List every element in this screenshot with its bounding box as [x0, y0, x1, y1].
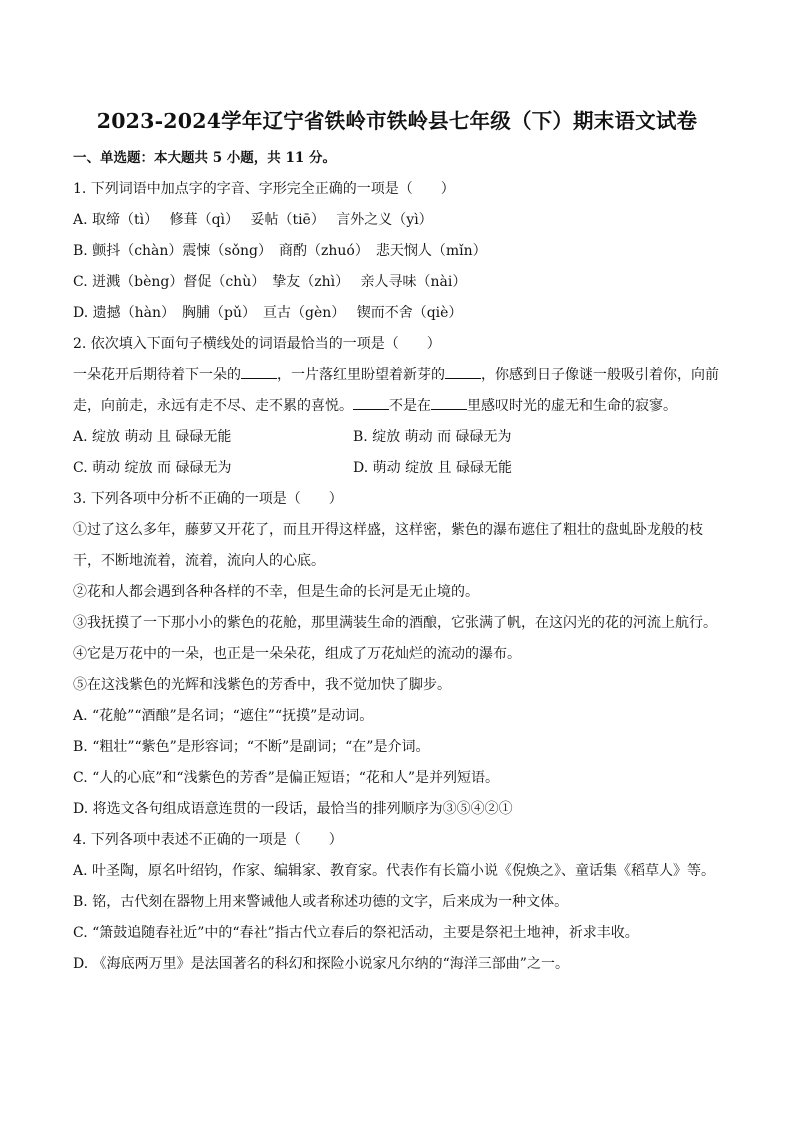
question-4-option-a: A. 叶圣陶，原名叶绍钧，作家、编辑家、教育家。代表作有长篇小说《倪焕之》、童话集《稻草人》等。	[73, 863, 716, 879]
passage-text: 一朵花开后期待着下一朵的	[73, 367, 241, 383]
question-2-option-b: B. 绽放 萌动 而 碌碌无为	[353, 429, 512, 445]
question-4-stem: 4. 下列各项中表述不正确的一项是（ ）	[73, 832, 343, 848]
question-1-option-a: A. 取缔（tì） 修葺（qì） 妥帖（tiē） 言外之义（yì）	[73, 212, 433, 228]
question-2-passage-line-2	[73, 391, 723, 422]
exam-title: 2023-2024学年辽宁省铁岭市铁岭县七年级（下）期末语文试卷	[96, 109, 698, 133]
question-4-option-b: B. 铭，古代刻在器物上用来警诫他人或者称述功德的文字，后来成为一种文体。	[73, 894, 569, 910]
passage-text: ，你感到日子像谜一般吸引着你，向前	[481, 367, 719, 383]
question-3-sentence-4: ④它是万花中的一朵，也正是一朵朵花，组成了万花灿烂的流动的瀑布。	[73, 646, 521, 662]
question-2-option-a: A. 绽放 萌动 且 碌碌无能	[73, 429, 232, 445]
question-1-option-b: B. 颤抖（chàn）震悚（sǒng） 商酌（zhuó） 悲天悯人（mǐn）	[73, 243, 487, 259]
question-1-stem: 1. 下列词语中加点字的字音、字形完全正确的一项是（ ）	[73, 181, 455, 197]
question-3-sentence-1-cont: 干，不断地流着，流着，流向人的心底。	[73, 553, 325, 569]
question-3-option-c: C. “人的心底”和“浅紫色的芳香”是偏正短语；“花和人”是并列短语。	[73, 770, 500, 786]
question-3-option-a: A. “花舱”“酒酿”是名词；“遮住”“抚摸”是动词。	[73, 708, 374, 724]
question-2-options-row-2	[73, 453, 723, 484]
question-1-option-d: D. 遗撼（hàn） 胸脯（pǔ） 亘古（gèn） 锲而不舍（qiè）	[73, 305, 463, 321]
question-4-option-d: D. 《海底两万里》是法国著名的科幻和探险小说家凡尔纳的“海洋三部曲”之一。	[73, 956, 569, 972]
question-3-sentence-1: ①过了这么多年，藤萝又开花了，而且开得这样盛，这样密，紫色的瀑布遮住了粗壮的盘虬卧龙般的枝	[73, 522, 703, 538]
question-2-option-c: C. 萌动 绽放 而 碌碌无为	[73, 460, 232, 476]
question-3-sentence-5: ⑤在这浅紫色的光辉和浅紫色的芳香中，我不觉加快了脚步。	[73, 677, 451, 693]
passage-text: 不是在	[389, 398, 431, 414]
passage-text: 走，向前走，永远有走不尽、走不累的喜悦。	[73, 398, 353, 414]
section-heading: 一、单选题：本大题共 5 小题，共 11 分。	[73, 150, 336, 166]
passage-text: ，一片落红里盼望着新芽的	[277, 367, 445, 383]
question-3-option-b: B. “粗壮”“紫色”是形容词；“不断”是副词；“在”是介词。	[73, 739, 430, 755]
question-4-option-c: C. “箫鼓追随春社近”中的“春社”指古代立春后的祭祀活动，主要是祭祀土地神，祈求丰收。	[73, 925, 639, 941]
question-1-option-c: C. 迸溅（bèng）督促（chù） 挚友（zhì） 亲人寻味（nài）	[73, 274, 467, 290]
fill-blank	[431, 394, 467, 410]
fill-blank	[241, 363, 277, 379]
passage-text: 里感叹时光的虚无和生命的寂寥。	[467, 398, 677, 414]
question-3-option-d: D. 将选文各句组成语意连贯的一段话，最恰当的排列顺序为③⑤④②①	[73, 801, 513, 817]
question-2-options-row-1	[73, 422, 723, 453]
fill-blank	[445, 363, 481, 379]
question-3-stem: 3. 下列各项中分析不正确的一项是（ ）	[73, 491, 343, 507]
question-3-sentence-2: ②花和人都会遇到各种各样的不幸，但是生命的长河是无止境的。	[73, 584, 479, 600]
exam-content	[73, 143, 723, 980]
question-2-passage-line-1	[73, 360, 723, 391]
question-3-sentence-3: ③我抚摸了一下那小小的紫色的花舱，那里满装生命的酒酿，它张满了帆，在这闪光的花的河流上航行。	[73, 615, 717, 631]
question-2-option-d: D. 萌动 绽放 且 碌碌无能	[353, 460, 512, 476]
question-2-stem: 2. 依次填入下面句子横线处的词语最恰当的一项是（ ）	[73, 336, 441, 352]
fill-blank	[353, 394, 389, 410]
